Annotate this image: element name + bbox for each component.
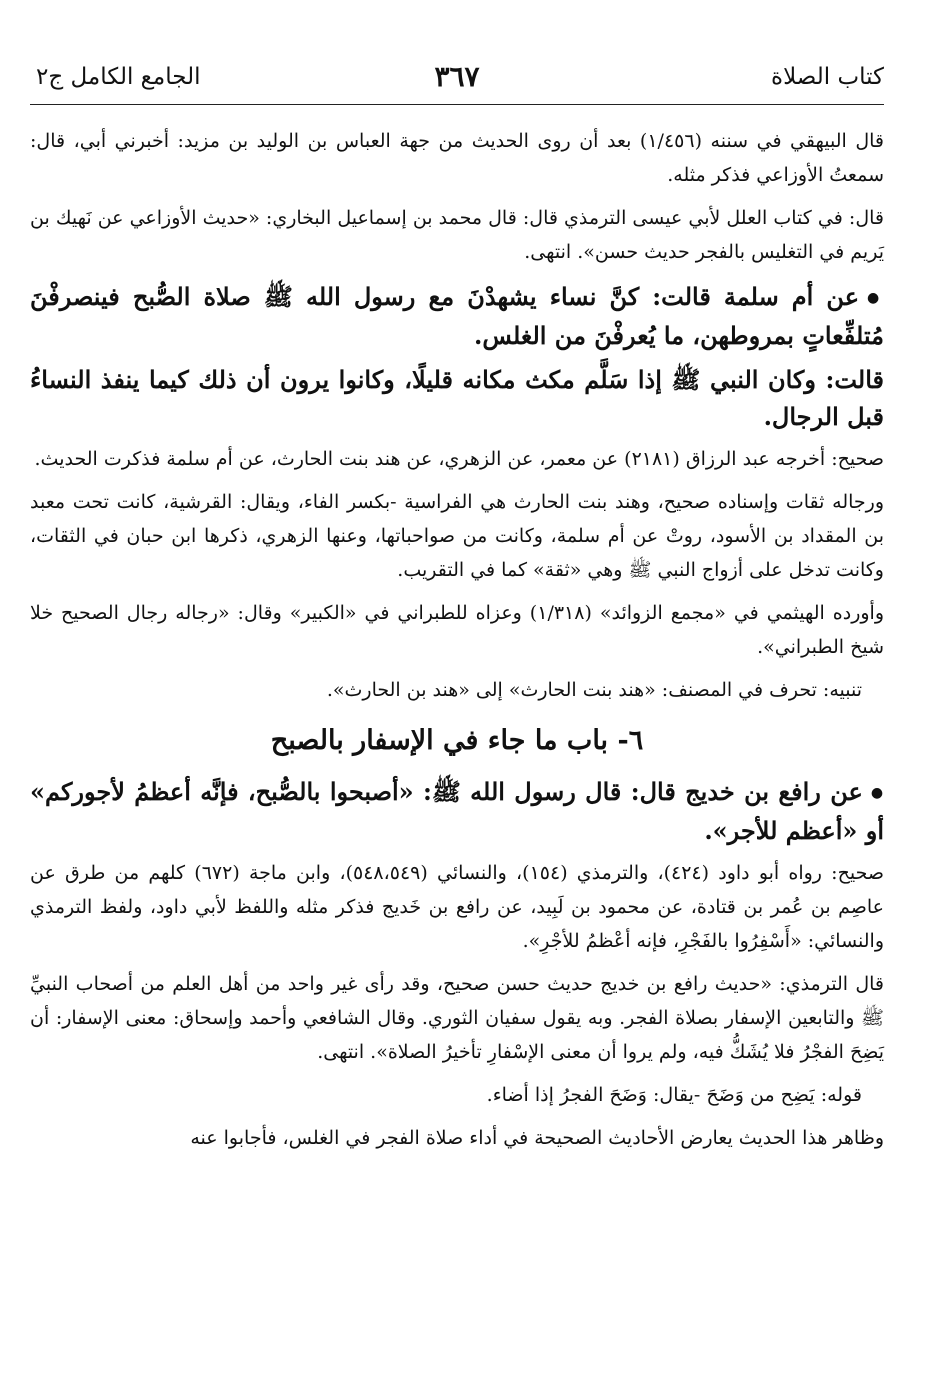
running-head-title: الجامع الكامل ج٢ bbox=[36, 64, 201, 90]
paragraph-narrators: ورجاله ثقات وإسناده صحيح، وهند بنت الحارث هي الفراسية -بكسر الفاء، ويقال: القرشية، كانت تحت معبد بن المقداد بن الأسود، روتْ عن أم سلمة، وكانت من صواحباتها، وعنها الزهري، ذكرها ابن حبان في الثقات، وكانت تدخل على أزواج النبي ﷺ وهي «ثقة» كما في التقريب. bbox=[30, 491, 884, 581]
paragraph-bayhaqi: قال البيهقي في سننه (١/٤٥٦) بعد أن روى الحديث من جهة العباس بن الوليد بن مزيد: أخبرني أبي، قال: سمعتُ الأوزاعي فذكر مثله. bbox=[30, 130, 884, 186]
running-head-section: كتاب الصلاة bbox=[771, 64, 884, 90]
paragraph-tanbih: تنبيه: تحرف في المصنف: «هند بنت الحارث» إلى «هند بن الحارث». bbox=[326, 679, 862, 701]
hadith-umm-salama bbox=[30, 278, 884, 354]
paragraph-haythami: وأورده الهيثمي في «مجمع الزوائد» (١/٣١٨) وعزاه للطبراني في «الكبير» وقال: «رجاله رجال الصحيح خلا شيخ الطبراني». bbox=[30, 602, 884, 658]
grading-rafi: صحيح: رواه أبو داود (٤٢٤)، والترمذي (١٥٤)، والنسائي (٥٤٨،٥٤٩)، وابن ماجة (٦٧٢) كلهم من طرق عن عاصِم بن عُمر بن قتادة، عن محمود بن لَبِيد، عن رافع بن خَديج فذكر مثله واللفظ لأبي داود، ولفظ الترمذي والنسائي: «أَسْفِرُوا بالفَجْرِ، فإنه أعْظمُ للأجْرِ». bbox=[30, 862, 884, 952]
paragraph-tirmidhi-ilal: قال: في كتاب العلل لأبي عيسى الترمذي قال: قال محمد بن إسماعيل البخاري: «حديث الأوزاعي عن نَهيك بن يَريم في التغليس بالفجر حديث حسن». انتهى. bbox=[30, 207, 884, 263]
chapter-heading: ٦- باب ما جاء في الإسفار بالصبح bbox=[270, 725, 644, 756]
bullet-icon: ● bbox=[870, 785, 885, 801]
page-number: ٣٦٧ bbox=[434, 60, 480, 93]
hadith-text: عن أم سلمة قالت: كنَّ نساء يشهدْنَ مع رسول الله ﷺ صلاة الصُّبح فينصرفْنَ مُتلفِّعاتٍ بمروطهن، ما يُعرفْنَ من الغلس. bbox=[30, 282, 884, 350]
bullet-icon: ● bbox=[867, 290, 884, 306]
book-page bbox=[30, 0, 884, 1380]
header-rule bbox=[30, 104, 884, 105]
paragraph-tirmidhi-comment: قال الترمذي: «حديث رافع بن خديج حديث حسن صحيح، وقد رأى غير واحد من أهل العلم من أصحاب النبيِّ ﷺ والتابعين الإسفار بصلاة الفجر. وبه يقول سفيان الثوري. وقال الشافعي وأحمد وإسحاق: معنى الإسفار: أن يَضِحَ الفجْرُ فلا يُشَكُّ فيه، ولم يروا أن معنى الإسْفارِ تأخيرُ الصلاة». انتهى. bbox=[30, 973, 884, 1063]
grading-abdulrazzaq: صحيح: أخرجه عبد الرزاق (٢١٨١) عن معمر، عن الزهري، عن هند بنت الحارث، عن أم سلمة فذكرت الحديث. bbox=[34, 448, 884, 470]
page-header bbox=[30, 60, 884, 100]
hadith-rafi bbox=[30, 773, 884, 849]
paragraph-discussion: وظاهر هذا الحديث يعارض الأحاديث الصحيحة في أداء صلاة الفجر في الغلس، فأجابوا عنه bbox=[190, 1127, 884, 1149]
hadith-text: عن رافع بن خديج قال: قال رسول الله ﷺ: «أصبحوا بالصُّبح، فإنَّه أعظمُ لأجوركم» أو «أعظم للأجر». bbox=[30, 777, 884, 845]
page-body bbox=[30, 124, 884, 1164]
hadith-continuation: قالت: وكان النبي ﷺ إذا سَلَّم مكث مكانه قليلًا، وكانوا يرون أن ذلك كيما ينفذ النساءُ قبل الرجال. bbox=[30, 365, 884, 431]
paragraph-definition: قوله: يَضِح من وَضَحَ -يقال: وَضَحَ الفجرُ إذا أضاء. bbox=[486, 1084, 862, 1106]
